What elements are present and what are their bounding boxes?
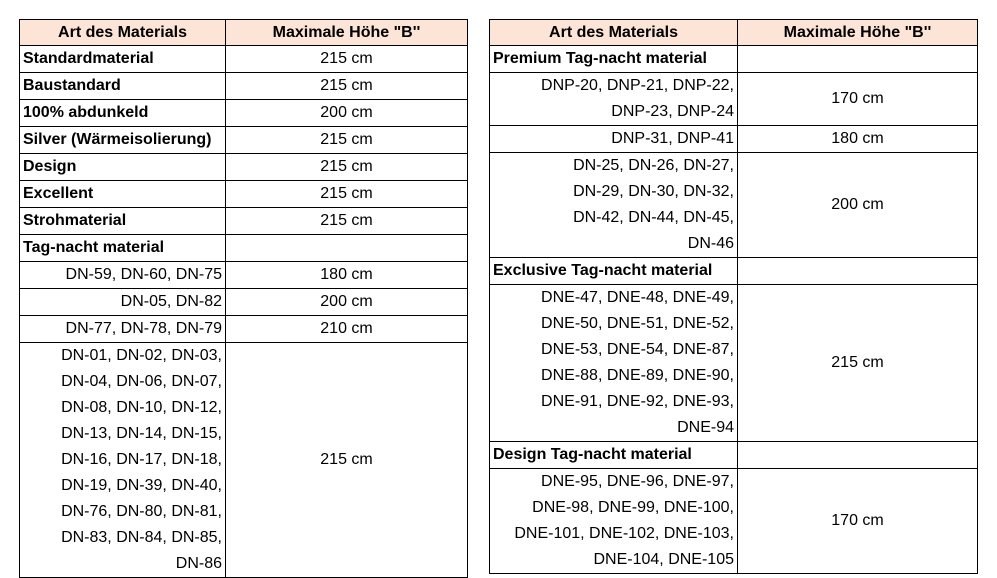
material-codes-row [20,343,468,578]
max-height-value: 200 cm [226,289,468,316]
category-row [490,46,978,73]
category-row [20,127,468,154]
material-category-label: Standardmaterial [20,46,226,73]
material-codes-row [490,153,978,258]
material-category-label: Tag-nacht material [20,235,226,262]
material-codes-cell [20,343,226,578]
material-category-label: Excellent [20,181,226,208]
material-code-line: DN-05, DN-82 [120,293,222,310]
material-codes-row [20,289,468,316]
header-row [20,20,468,46]
right-height-table [489,19,978,574]
material-code-line: DN-04, DN-06, DN-07, [61,373,222,390]
material-code-line: DN-13, DN-14, DN-15, [61,425,222,442]
header-material: Art des Materials [20,20,226,46]
max-height-value: 215 cm [226,343,468,578]
category-row [20,235,468,262]
max-height-value: 210 cm [226,316,468,343]
material-codes-cell [490,126,738,153]
material-codes-cell [490,73,738,126]
material-code-line: DN-01, DN-02, DN-03, [61,347,222,364]
material-code-line: DN-42, DN-44, DN-45, [573,209,734,226]
material-category-label: Silver (Wärmeisolierung) [20,127,226,154]
material-category-label: 100% abdunkeld [20,100,226,127]
category-row [490,258,978,285]
material-codes-cell [490,153,738,258]
material-code-line: DNP-23, DNP-24 [611,103,734,120]
header-max-height: Maximale Höhe "B'' [226,20,468,46]
material-code-line: DN-59, DN-60, DN-75 [65,266,222,283]
material-code-line: DNE-104, DNE-105 [593,551,734,568]
max-height-value: 215 cm [226,46,468,73]
material-code-line: DN-46 [687,235,734,252]
material-code-line: DNE-101, DNE-102, DNE-103, [514,525,734,542]
material-code-line: DN-19, DN-39, DN-40, [61,477,222,494]
header-max-height: Maximale Höhe "B'' [738,20,978,46]
material-category-label: Exclusive Tag-nacht material [490,258,738,285]
max-height-value: 170 cm [738,469,978,574]
category-row [20,181,468,208]
material-codes-row [20,262,468,289]
max-height-value: 200 cm [226,100,468,127]
max-height-value: 180 cm [738,126,978,153]
material-code-line: DN-76, DN-80, DN-81, [61,503,222,520]
material-code-line: DN-08, DN-10, DN-12, [61,399,222,416]
material-codes-row [490,285,978,442]
material-code-line: DNE-53, DNE-54, DNE-87, [541,341,734,358]
material-codes-row [490,469,978,574]
max-height-value: 180 cm [226,262,468,289]
material-code-line: DNE-47, DNE-48, DNE-49, [541,289,734,306]
material-category-label: Strohmaterial [20,208,226,235]
max-height-value [226,235,468,262]
material-code-line: DN-83, DN-84, DN-85, [61,529,222,546]
material-code-line: DN-16, DN-17, DN-18, [61,451,222,468]
material-code-line: DN-25, DN-26, DN-27, [573,157,734,174]
left-height-table [19,19,468,578]
max-height-value [738,258,978,285]
material-code-line: DNE-91, DNE-92, DNE-93, [541,393,734,410]
category-row [20,46,468,73]
material-code-line: DNE-50, DNE-51, DNE-52, [541,315,734,332]
material-codes-cell [20,289,226,316]
material-codes-cell [20,316,226,343]
category-row [490,442,978,469]
material-category-label: Premium Tag-nacht material [490,46,738,73]
header-material: Art des Materials [490,20,738,46]
material-code-line: DNE-95, DNE-96, DNE-97, [541,473,734,490]
material-codes-cell [20,262,226,289]
header-row [490,20,978,46]
material-code-line: DN-29, DN-30, DN-32, [573,183,734,200]
material-codes-row [490,126,978,153]
material-code-line: DNE-88, DNE-89, DNE-90, [541,367,734,384]
max-height-value: 215 cm [226,73,468,100]
material-codes-row [490,73,978,126]
material-category-label: Baustandard [20,73,226,100]
category-row [20,154,468,181]
max-height-value: 215 cm [226,154,468,181]
material-codes-row [20,316,468,343]
max-height-value [738,442,978,469]
material-code-line: DN-86 [175,555,222,572]
material-codes-cell [490,285,738,442]
material-code-line: DNP-31, DNP-41 [611,130,734,147]
category-row [20,208,468,235]
max-height-value: 215 cm [226,181,468,208]
left-table-body [20,46,468,578]
max-height-value [738,46,978,73]
max-height-value: 215 cm [226,208,468,235]
material-code-line: DN-77, DN-78, DN-79 [65,320,222,337]
material-category-label: Design Tag-nacht material [490,442,738,469]
right-table-body [490,46,978,574]
material-code-line: DNP-20, DNP-21, DNP-22, [541,77,734,94]
category-row [20,73,468,100]
max-height-value: 215 cm [738,285,978,442]
max-height-value: 215 cm [226,127,468,154]
material-code-line: DNE-94 [677,419,734,436]
max-height-value: 200 cm [738,153,978,258]
max-height-value: 170 cm [738,73,978,126]
material-category-label: Design [20,154,226,181]
category-row [20,100,468,127]
material-codes-cell [490,469,738,574]
material-code-line: DNE-98, DNE-99, DNE-100, [532,499,734,516]
